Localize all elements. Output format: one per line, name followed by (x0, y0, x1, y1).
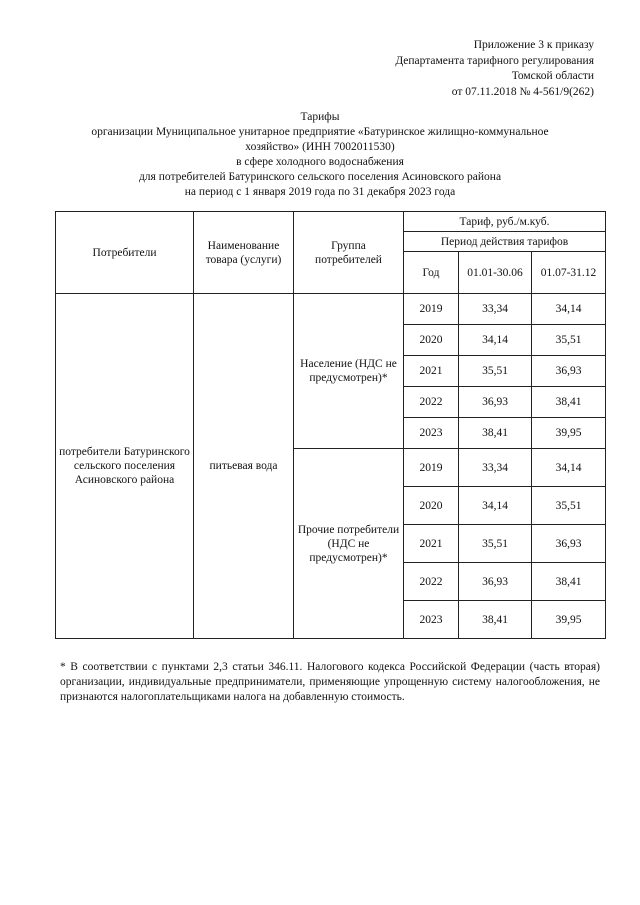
year-cell: 2023 (404, 601, 459, 639)
product-cell: питьевая вода (194, 294, 294, 639)
tariff-cell-first-half: 34,14 (459, 325, 532, 356)
year-cell: 2022 (404, 387, 459, 418)
tariff-cell-first-half: 35,51 (459, 525, 532, 563)
group-cell-population: Население (НДС не предусмотрен)* (294, 294, 404, 449)
appendix-reference (294, 38, 594, 100)
document-title (40, 110, 600, 200)
title-line: организации Муниципальное унитарное предприятие «Батуринское жилищно-коммунальное (91, 126, 549, 138)
header-group: Группа потребителей (294, 212, 404, 294)
header-second-half: 01.07-31.12 (532, 252, 606, 294)
year-cell: 2019 (404, 449, 459, 487)
year-cell: 2020 (404, 487, 459, 525)
header-period: Период действия тарифов (404, 232, 606, 252)
header-tariff: Тариф, руб./м.куб. (404, 212, 606, 232)
year-cell: 2022 (404, 563, 459, 601)
header-product: Наименование товара (услуги) (194, 212, 294, 294)
tariff-cell-second-half: 39,95 (532, 418, 606, 449)
tariff-cell-first-half: 38,41 (459, 601, 532, 639)
tariff-cell-first-half: 34,14 (459, 487, 532, 525)
title-line: в сфере холодного водоснабжения (236, 156, 404, 168)
tariff-cell-second-half: 38,41 (532, 563, 606, 601)
tariff-cell-second-half: 35,51 (532, 325, 606, 356)
footnote: * В соответствии с пунктами 2,3 статьи 346.11. Налогового кодекса Российской Федерации (часть вторая) организации, индивидуальные предприниматели, применяющие упрощенную систему налогообложения, не признаются налогоплательщиками налога на добавленную стоимость. (60, 661, 600, 703)
tariff-table (55, 211, 606, 639)
title-line: на период с 1 января 2019 года по 31 декабря 2023 года (184, 186, 456, 198)
tariff-cell-second-half: 39,95 (532, 601, 606, 639)
appendix-line: Департамента тарифного регулирования (395, 54, 594, 67)
table-row (56, 294, 606, 325)
year-cell: 2023 (404, 418, 459, 449)
year-cell: 2021 (404, 525, 459, 563)
tariff-cell-second-half: 35,51 (532, 487, 606, 525)
year-cell: 2021 (404, 356, 459, 387)
appendix-line: от 07.11.2018 № 4-561/9(262) (451, 85, 594, 98)
tariff-cell-second-half: 36,93 (532, 356, 606, 387)
header-first-half: 01.01-30.06 (459, 252, 532, 294)
header-consumers: Потребители (56, 212, 194, 294)
tariff-cell-first-half: 36,93 (459, 563, 532, 601)
tariff-cell-first-half: 35,51 (459, 356, 532, 387)
title-line: для потребителей Батуринского сельского поселения Асиновского района (138, 171, 502, 183)
tariff-cell-first-half: 33,34 (459, 294, 532, 325)
title-line: Тарифы (300, 111, 340, 123)
tariff-cell-first-half: 36,93 (459, 387, 532, 418)
tariff-cell-first-half: 33,34 (459, 449, 532, 487)
header-year: Год (404, 252, 459, 294)
consumer-cell: потребители Батуринского сельского поселения Асиновского района (56, 294, 194, 639)
tariff-cell-second-half: 34,14 (532, 449, 606, 487)
tariff-cell-first-half: 38,41 (459, 418, 532, 449)
appendix-line: Приложение 3 к приказу (473, 39, 594, 51)
year-cell: 2020 (404, 325, 459, 356)
title-line: хозяйство» (ИНН 7002011530) (245, 141, 395, 153)
appendix-line: Томской области (511, 70, 594, 82)
tariff-cell-second-half: 34,14 (532, 294, 606, 325)
tariff-cell-second-half: 36,93 (532, 525, 606, 563)
tariff-cell-second-half: 38,41 (532, 387, 606, 418)
year-cell: 2019 (404, 294, 459, 325)
group-cell-others: Прочие потребители (НДС не предусмотрен)* (294, 449, 404, 639)
